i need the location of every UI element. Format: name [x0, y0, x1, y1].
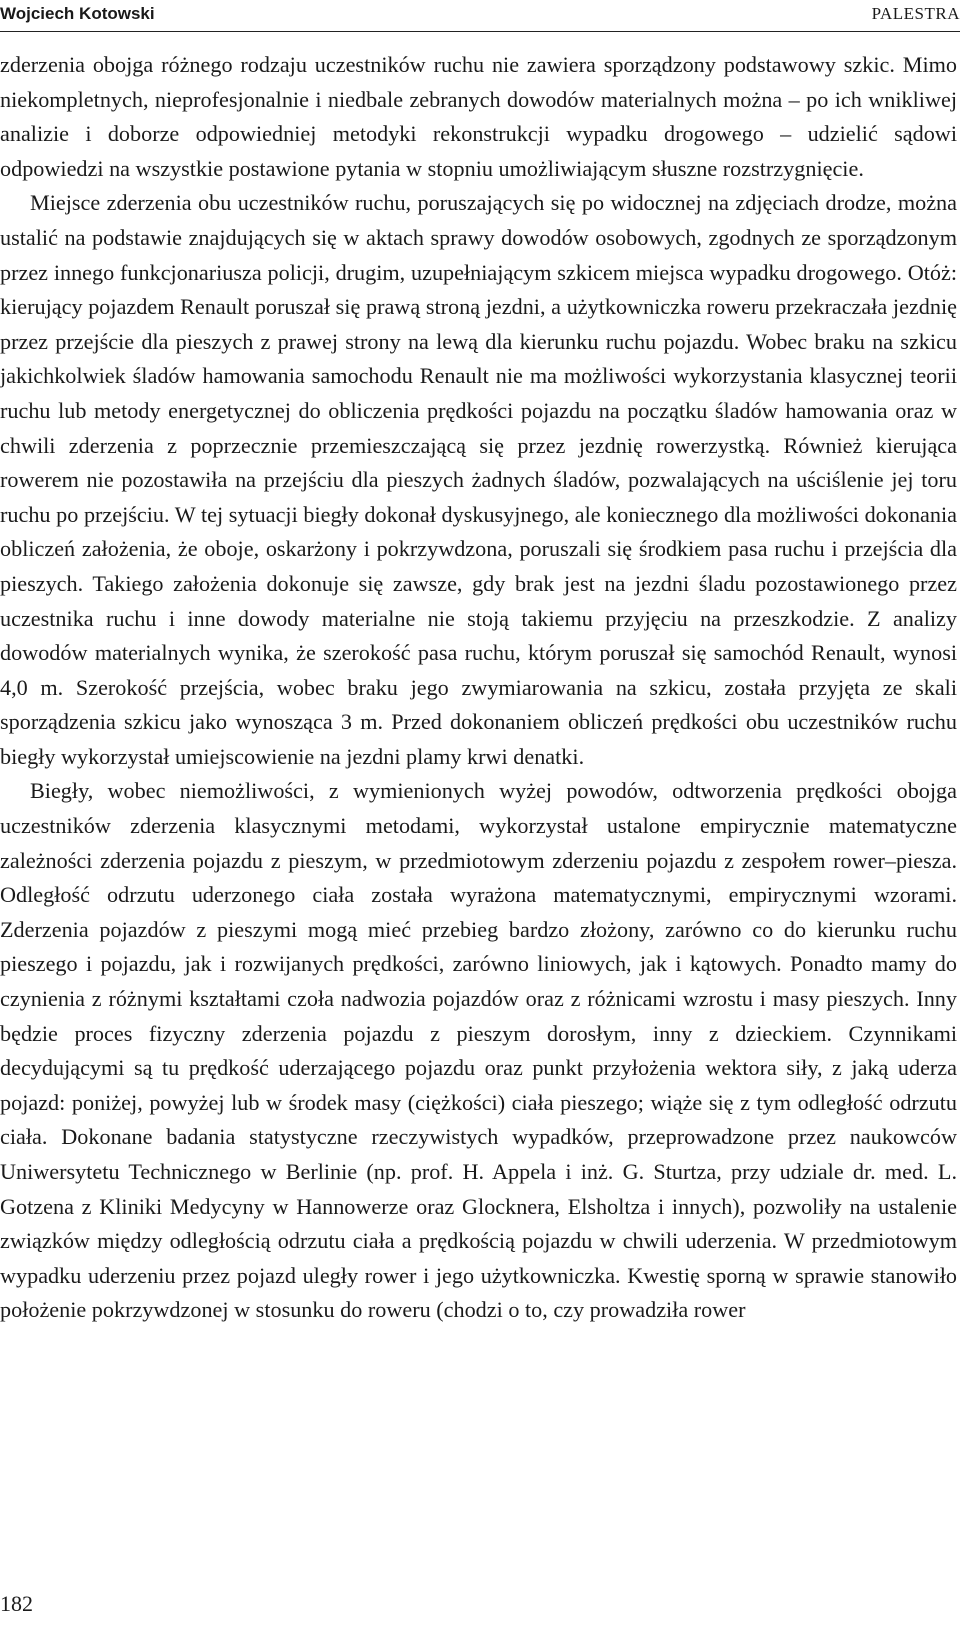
- paragraph-continuation: zderzenia obojga różnego rodzaju uczestników ruchu nie zawiera sporządzony podstawowy szkic. Mimo niekompletnych, nieprofesjonalnie i niedbale zebranych dowodów materialnych można – po ich wnikliwej analizie i doborze odpowiedniej metodyki rekonstrukcji wypadku drogowego – udzielić sądowi odpowiedzi na wszystkie postawione pytania w stopniu umożliwiającym słuszne rozstrzygnięcie.: [0, 52, 957, 181]
- paragraph-expert-method: Biegły, wobec niemożliwości, z wymienionych wyżej powodów, odtworzenia prędkości obojga uczestników zderzenia klasycznymi metodami, wykorzystał ustalone empirycznie matematyczne zależności zderzenia pojazdu z pieszym, w przedmiotowym zderzeniu pojazdu z zespołem rower–piesza. Odległość odrzutu uderzonego ciała została wyrażona matematycznymi, empirycznymi wzorami. Zderzenia pojazdów z pieszymi mogą mieć przebieg bardzo złożony, zarówno co do kierunku ruchu pieszego i pojazdu, jak i rozwijanych prędkości, zarówno liniowych, jak i kątowych. Ponadto mamy do czynienia z różnymi kształtami czoła nadwozia pojazdów oraz z różnicami wzrostu i masy pieszych. Inny będzie proces fizyczny zderzenia pojazdu z pieszym dorosłym, inny z dzieckiem. Czynnikami decydującymi są tu prędkość uderzającego pojazdu oraz punkt przyłożenia wektora siły, z jaką uderza pojazd: poniżej, powyżej lub w środek masy (ciężkości) ciała pieszego; wiąże się z tym odległość odrzutu ciała. Dokonane badania statystyczne rzeczywistych wypadków, przeprowadzone przez naukowców Uniwersytetu Technicznego w Berlinie (np. prof. H. Appela i inż. G. Sturtza, przy udziale dr. med. L. Gotzena z Kliniki Medycyny w Hannowerze oraz Glocknera, Elsholtza i innych), pozwoliły na ustalenie związków między odległością odrzutu ciała a prędkością pojazdu w chwili uderzenia. W przedmiotowym wypadku uderzeniu przez pojazd uległy rower i jego użytkowniczka. Kwestię sporną w sprawie stanowiło położenie pokrzywdzonej w stosunku do roweru (chodzi o to, czy prowadziła rower: [0, 778, 957, 1323]
- running-header-journal: PALESTRA: [871, 4, 960, 23]
- running-header-author: Wojciech Kotowski: [0, 4, 155, 23]
- paragraph-collision-location: Miejsce zderzenia obu uczestników ruchu, poruszających się po widocznej na zdjęciach drodze, można ustalić na podstawie znajdujących się w aktach sprawy dowodów osobowych, zgodnych ze sporządzonym przez innego funkcjonariusza policji, drugim, uzupełniającym szkicem miejsca wypadku drogowego. Otóż: kierujący pojazdem Renault poruszał się prawą stroną jezdni, a użytkowniczka roweru przekraczała jezdnię przez przejście dla pieszych z prawej strony na lewą dla kierunku ruchu pojazdu. Wobec braku na szkicu jakichkolwiek śladów hamowania samochodu Renault nie ma możliwości wykorzystania klasycznej teorii ruchu lub metody energetycznej do obliczenia prędkości pojazdu na początku śladów hamowania oraz w chwili zderzenia z poprzecznie przemieszczającą się przez jezdnię rowerzystką. Również kierująca rowerem nie pozostawiła na przejściu dla pieszych żadnych śladów, pozwalających na uściślenie jej toru ruchu po przejściu. W tej sytuacji biegły dokonał dyskusyjnego, ale koniecznego dla możliwości dokonania obliczeń założenia, że oboje, oskarżony i pokrzywdzona, poruszali się środkiem pasa ruchu i przejścia dla pieszych. Takiego założenia dokonuje się zawsze, gdy brak jest na jezdni śladu pozostawionego przez uczestnika ruchu i inne dowody materialne nie stoją takiemu przyjęciu na przeszkodzie. Z analizy dowodów materialnych wynika, że szerokość pasa ruchu, którym poruszał się samochód Renault, wynosi 4,0 m. Szerokość przejścia, wobec braku jego zwymiarowania na szkicu, została przyjęta ze skali sporządzenia szkicu jako wynosząca 3 m. Przed dokonaniem obliczeń prędkości obu uczestników ruchu biegły wykorzystał umiejscowienie na jezdni plamy krwi denatki.: [0, 190, 957, 769]
- body-text: [0, 48, 957, 1328]
- running-header: [0, 0, 960, 32]
- header-rule: [0, 31, 960, 32]
- page-number: 182: [0, 1591, 33, 1616]
